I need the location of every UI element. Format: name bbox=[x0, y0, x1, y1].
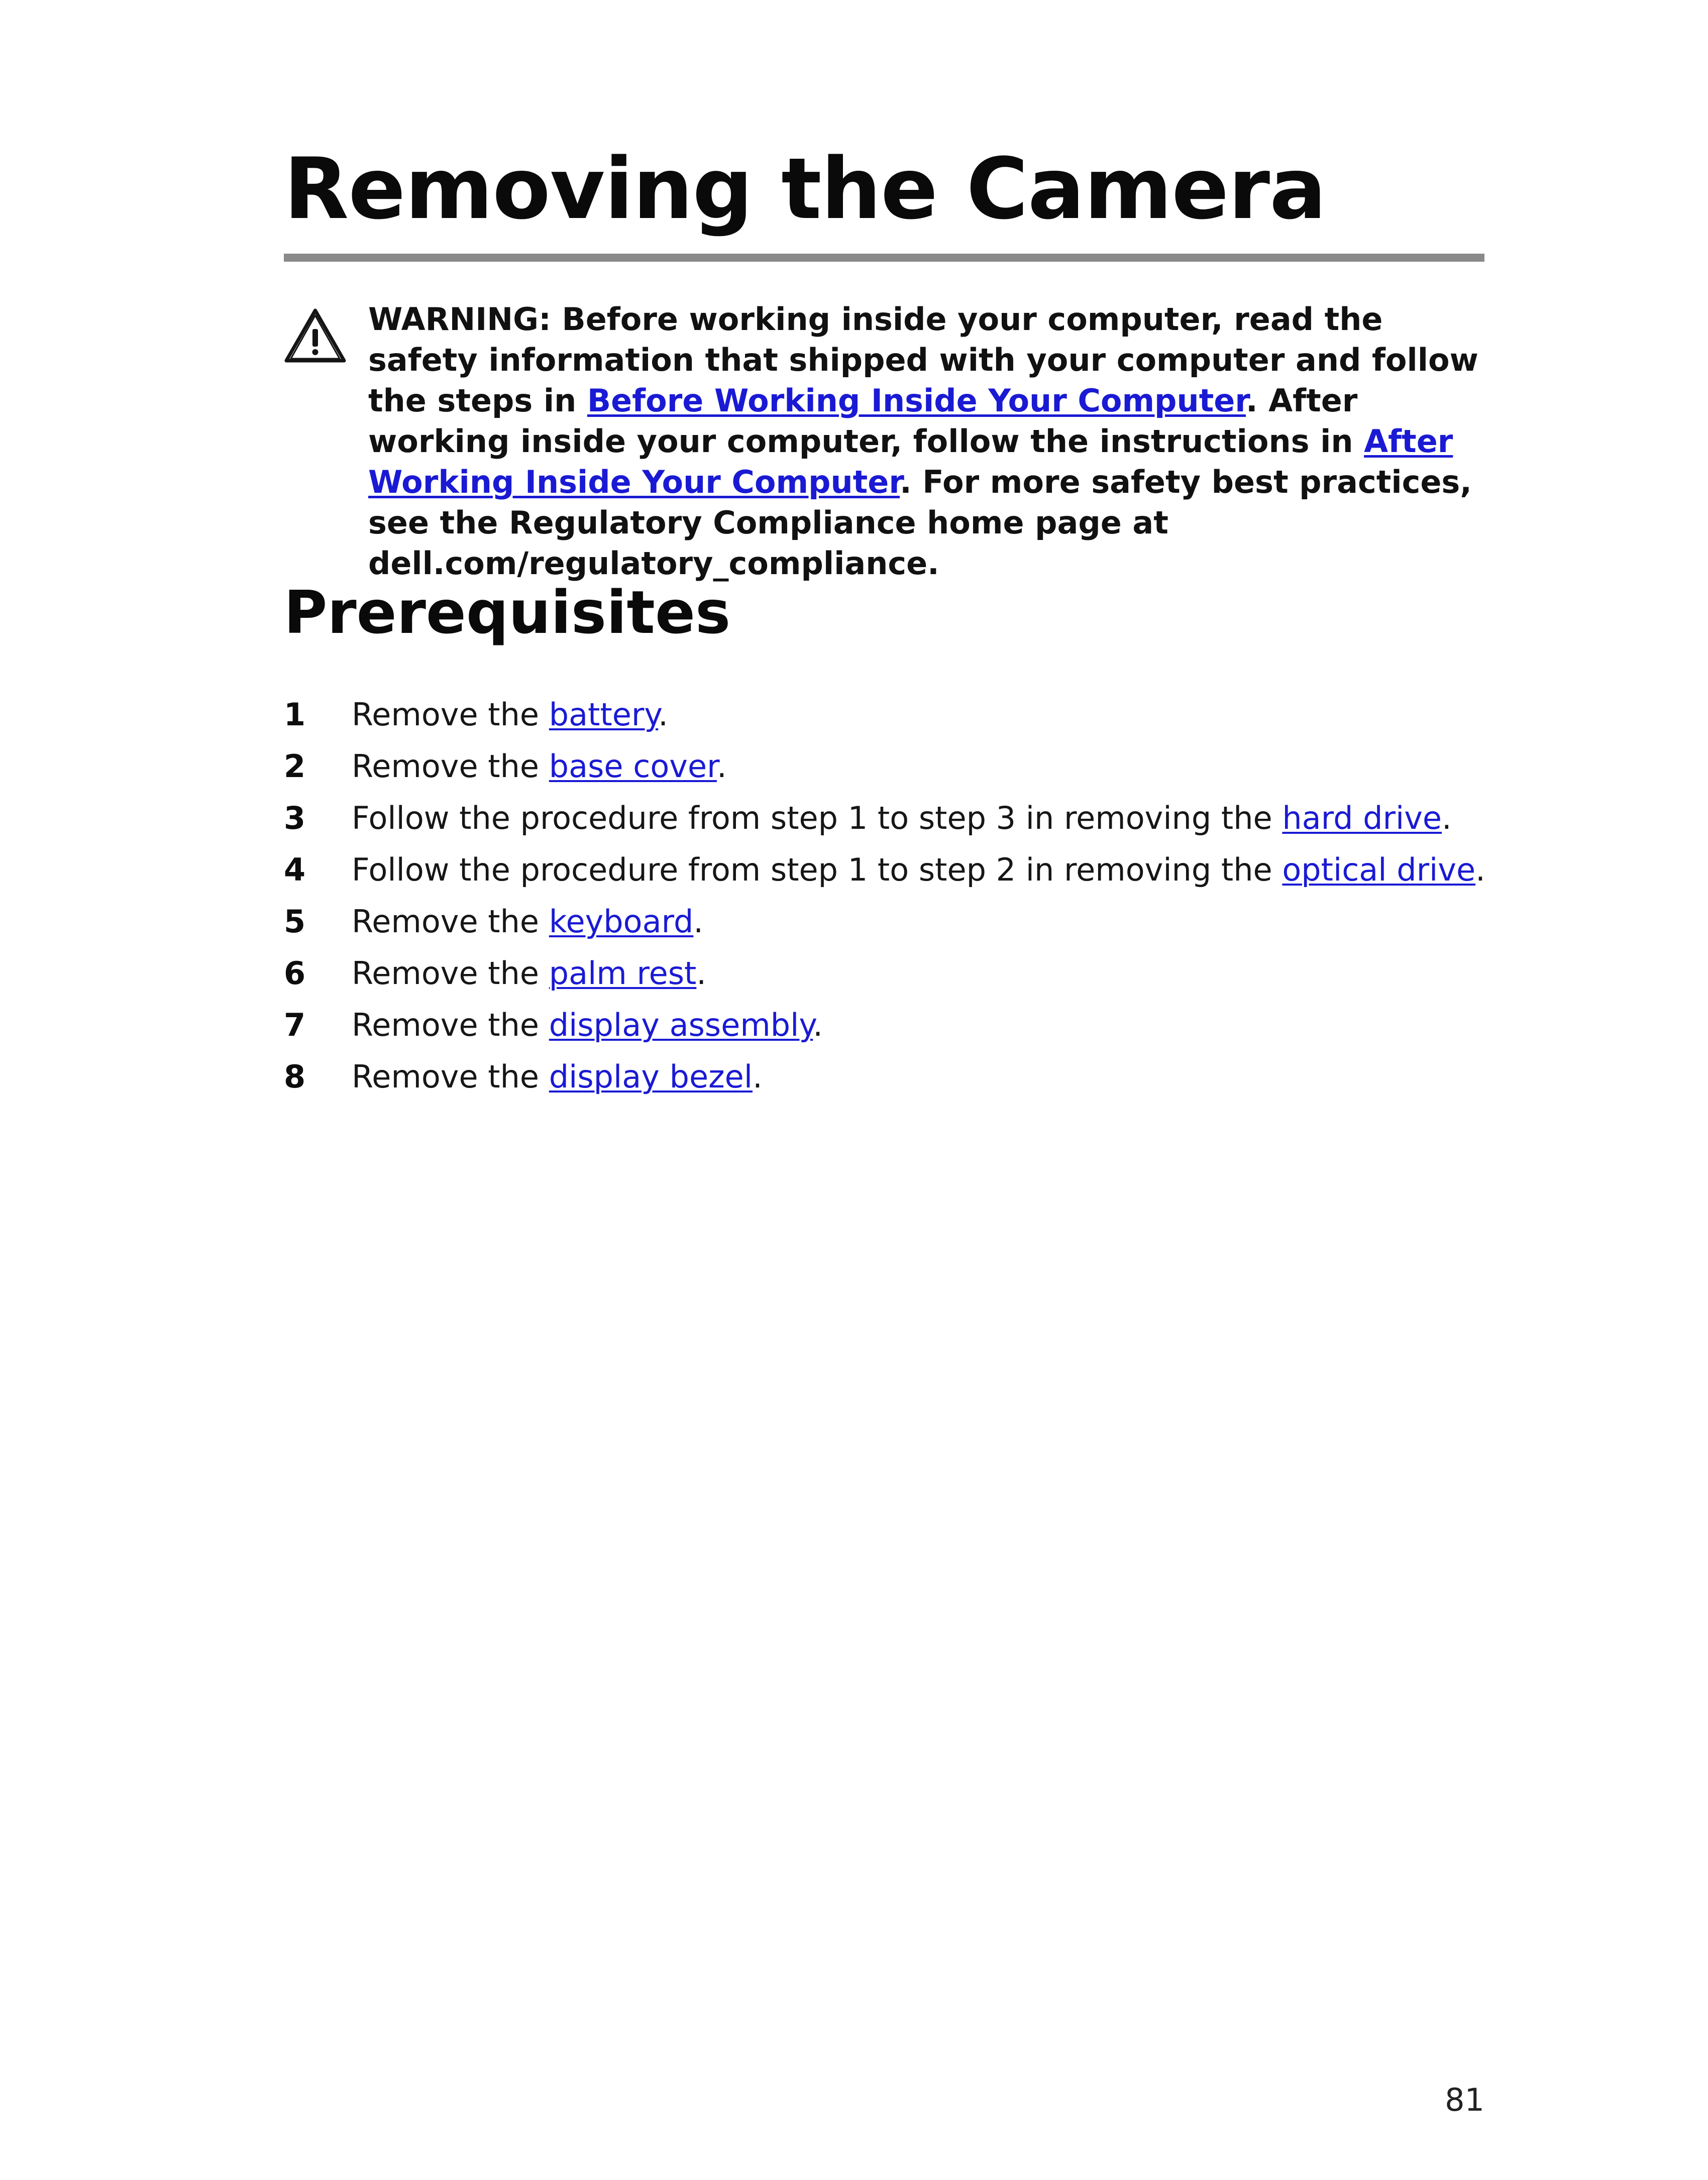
step-text bbox=[352, 953, 706, 994]
step-prefix: Remove the bbox=[352, 748, 549, 785]
step-prefix: Remove the bbox=[352, 696, 549, 733]
warning-text-part-3: . For more safety best practices, see the Regulatory Compliance home page at dell.com/regulatory_compliance. bbox=[368, 464, 1472, 582]
title-rule bbox=[284, 254, 1484, 262]
prerequisite-step bbox=[284, 695, 1489, 746]
step-suffix: . bbox=[1475, 851, 1485, 888]
palm-rest-link[interactable]: palm rest bbox=[549, 955, 697, 992]
step-prefix: Remove the bbox=[352, 1007, 549, 1043]
step-prefix: Remove the bbox=[352, 903, 549, 940]
keyboard-link[interactable]: keyboard bbox=[549, 903, 694, 940]
step-prefix: Remove the bbox=[352, 955, 549, 992]
after-working-link[interactable]: After Working Inside Your Computer bbox=[368, 423, 1453, 500]
step-number: 4 bbox=[284, 851, 306, 888]
step-number: 2 bbox=[284, 748, 306, 785]
step-number: 1 bbox=[284, 696, 306, 733]
warning-text-part-2: . After working inside your computer, follow the instructions in bbox=[368, 382, 1364, 460]
warning-triangle-icon bbox=[284, 308, 347, 363]
step-prefix: Follow the procedure from step 1 to step 2 in removing the bbox=[352, 851, 1283, 888]
prerequisite-step bbox=[284, 1005, 1489, 1057]
base-cover-link[interactable]: base cover bbox=[549, 748, 717, 785]
step-text bbox=[352, 850, 1485, 890]
step-text bbox=[352, 1057, 763, 1097]
step-prefix: Remove the bbox=[352, 1058, 549, 1095]
prerequisite-step bbox=[284, 953, 1489, 1005]
prerequisites-heading: Prerequisites bbox=[284, 578, 731, 647]
optical-drive-link[interactable]: optical drive bbox=[1282, 851, 1476, 888]
step-number: 6 bbox=[284, 955, 306, 992]
step-text bbox=[352, 746, 727, 787]
display-bezel-link[interactable]: display bezel bbox=[549, 1058, 753, 1095]
step-suffix: . bbox=[813, 1007, 823, 1043]
step-number: 7 bbox=[284, 1007, 306, 1043]
page-number: 81 bbox=[1445, 2082, 1484, 2118]
page-title: Removing the Camera bbox=[284, 140, 1326, 238]
warning-text-part-1: WARNING: Before working inside your computer, read the safety information that shipped with your computer and follow the steps in bbox=[368, 301, 1478, 419]
step-text bbox=[352, 902, 703, 942]
display-assembly-link[interactable]: display assembly bbox=[549, 1007, 813, 1043]
step-suffix: . bbox=[693, 903, 704, 940]
prerequisite-step bbox=[284, 850, 1489, 902]
step-text bbox=[352, 695, 668, 735]
prerequisites-list bbox=[284, 695, 1489, 1109]
step-suffix: . bbox=[753, 1058, 763, 1095]
step-suffix: . bbox=[658, 696, 668, 733]
step-number: 3 bbox=[284, 800, 306, 836]
step-suffix: . bbox=[1442, 800, 1452, 836]
prerequisite-step bbox=[284, 902, 1489, 953]
hard-drive-link[interactable]: hard drive bbox=[1282, 800, 1442, 836]
step-text bbox=[352, 798, 1452, 838]
prerequisite-step bbox=[284, 1057, 1489, 1109]
warning-text bbox=[368, 299, 1488, 584]
step-suffix: . bbox=[716, 748, 727, 785]
step-number: 5 bbox=[284, 903, 306, 940]
battery-link[interactable]: battery bbox=[549, 696, 659, 733]
step-suffix: . bbox=[696, 955, 707, 992]
step-number: 8 bbox=[284, 1058, 306, 1095]
step-prefix: Follow the procedure from step 1 to step 3 in removing the bbox=[352, 800, 1283, 836]
prerequisite-step bbox=[284, 798, 1489, 850]
prerequisite-step bbox=[284, 746, 1489, 798]
before-working-link[interactable]: Before Working Inside Your Computer bbox=[587, 382, 1246, 419]
step-text bbox=[352, 1005, 823, 1045]
